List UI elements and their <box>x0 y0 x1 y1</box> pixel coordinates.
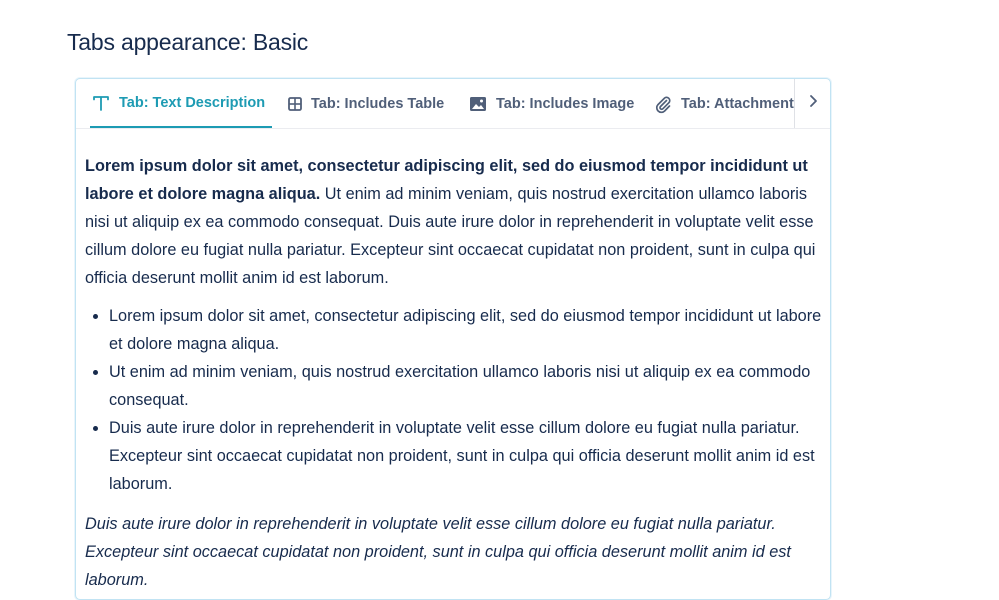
list-item: • Duis aute irure dolor in reprehenderit in voluptate velit esse cillum dolore eu fugiat nulla pariatur. Excepteur sint occaecat cupidatat non proident, sunt in culpa qui officia deserunt mollit anim id est laborum. <box>109 414 823 498</box>
tab-strip <box>76 79 795 128</box>
tab-label: Tab: Attachment <box>681 95 794 112</box>
scroll-right-button[interactable] <box>795 79 830 128</box>
tab-attachment[interactable] <box>654 79 794 128</box>
list-item: • Lorem ipsum dolor sit amet, consectetur adipiscing elit, sed do eiusmod tempor incididunt ut labore et dolore magna aliqua. <box>109 302 823 358</box>
italic-paragraph: Duis aute irure dolor in reprehenderit in voluptate velit esse cillum dolore eu fugiat nulla pariatur. Excepteur sint occaecat cupidatat non proident, sunt in culpa qui officia deserunt mollit anim id est laborum. <box>85 515 791 589</box>
chevron-right-icon <box>808 94 818 113</box>
tab-bar <box>76 79 830 129</box>
tab-includes-image[interactable] <box>469 79 634 128</box>
list-item: • Ut enim ad minim veniam, quis nostrud exercitation ullamco laboris nisi ut aliquip ex ea commodo consequat. <box>109 358 823 414</box>
text-icon <box>92 94 110 112</box>
tab-label: Tab: Text Description <box>119 94 266 111</box>
image-icon <box>469 96 487 112</box>
table-icon <box>288 97 302 111</box>
tab-text-description[interactable] <box>90 79 272 128</box>
tabs-container <box>75 78 831 600</box>
intro-paragraph <box>85 152 823 292</box>
tab-label: Tab: Includes Table <box>311 95 445 112</box>
bullet-list <box>85 302 823 498</box>
paperclip-icon <box>654 95 672 113</box>
tab-includes-table[interactable] <box>288 79 444 128</box>
tab-label: Tab: Includes Image <box>496 95 635 112</box>
intro-text: Ut enim ad minim veniam, quis nostrud exercitation ullamco laboris nisi ut aliquip ex ea commodo consequat. Duis aute irure dolor in reprehenderit in voluptate velit esse cillum dolore eu fugiat nulla pariatur. Excepteur sint occaecat cupidatat non proident, sunt in culpa qui officia deserunt mollit anim id est laborum. <box>85 185 816 287</box>
tab-panel-content <box>85 152 823 594</box>
intro-bold: Lorem ipsum dolor sit amet, consectetur adipiscing elit, sed do eiusmod tempor incididunt ut labore et dolore magna aliqua. <box>85 157 808 203</box>
page-title: Tabs appearance: Basic <box>67 29 309 55</box>
